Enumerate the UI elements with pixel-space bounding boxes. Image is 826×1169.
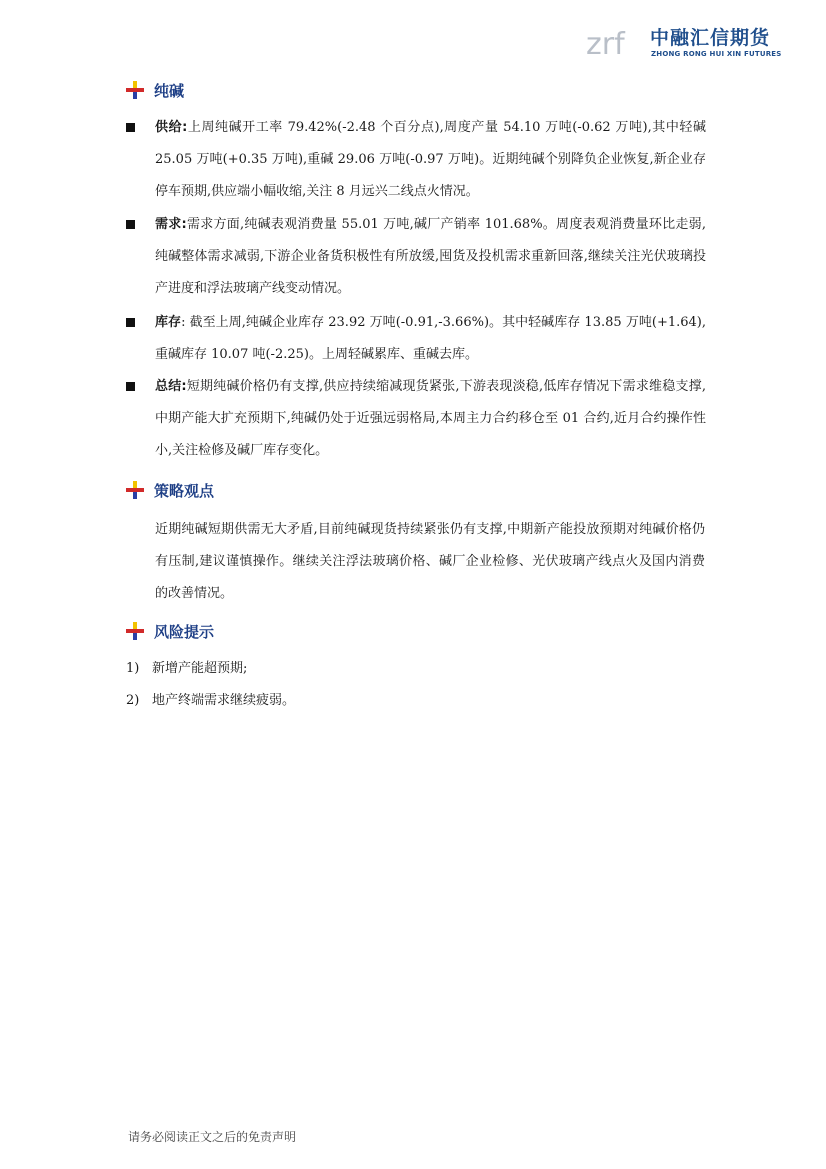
square-bullet-icon (126, 220, 135, 229)
bullet-text: : 截至上周,纯碱企业库存 23.92 万吨(-0.91,-3.66%)。其中轻碱库存 13.85 万吨(+1.64),重碱库存 10.07 吨(-2.25)。上周轻碱累库、重碱去库。 (155, 315, 706, 362)
company-logo (586, 20, 786, 64)
cross-icon (126, 622, 144, 640)
logo-mark-icon (586, 20, 648, 62)
bullet-label: 供给: (155, 120, 188, 135)
risk-number: 1) (126, 661, 140, 676)
disclaimer-note: 请务必阅读正文之后的免责声明 (128, 1130, 297, 1144)
strategy-paragraph: 近期纯碱短期供需无大矛盾,目前纯碱现货持续紧张仍有支撑,中期新产能投放预期对纯碱价格仍有压制,建议谨慎操作。继续关注浮法玻璃价格、碱厂企业检修、光伏玻璃产线点火及国内消费的改善情况。 (155, 522, 705, 601)
bullet-summary (126, 371, 706, 467)
bullet-demand (126, 209, 706, 305)
section-heading-risk (126, 619, 214, 643)
section-title: 风险提示 (154, 622, 215, 641)
bullet-label: 库存 (155, 315, 182, 330)
risk-text: 新增产能超预期; (152, 661, 248, 676)
bullet-label: 总结: (155, 379, 187, 394)
square-bullet-icon (126, 123, 135, 132)
square-bullet-icon (126, 382, 135, 391)
cross-icon (126, 481, 144, 499)
section-heading-soda (126, 78, 184, 102)
square-bullet-icon (126, 318, 135, 327)
logo-mark-text: zrf (586, 27, 625, 62)
cross-icon (126, 81, 144, 99)
risk-number: 2) (126, 693, 140, 708)
section-title: 纯碱 (154, 81, 185, 100)
bullet-text: 上周纯碱开工率 79.42%(-2.48 个百分点),周度产量 54.10 万吨(-0.62 万吨),其中轻碱 25.05 万吨(+0.35 万吨),重碱 29.06 万吨(-0.97 万吨)。近期纯碱个别降负企业恢复,新企业存停车预期,供应端小幅收缩,关注 8 月远兴二线点火情况。 (155, 120, 706, 199)
logo-chinese-name: 中融汇信期货 (650, 27, 771, 49)
bullet-inventory (126, 307, 706, 371)
section-title: 策略观点 (154, 481, 215, 500)
bullet-text: 需求方面,纯碱表观消费量 55.01 万吨,碱厂产销率 101.68%。周度表观消费量环比走弱,纯碱整体需求减弱,下游企业备货积极性有所放缓,囤货及投机需求重新回落,继续关注光伏玻璃投产进度和浮法玻璃产线变动情况。 (155, 217, 706, 296)
risk-text: 地产终端需求继续疲弱。 (152, 693, 296, 708)
risk-item (126, 691, 295, 711)
section-heading-strategy (126, 478, 214, 502)
bullet-text: 短期纯碱价格仍有支撑,供应持续缩减现货紧张,下游表现淡稳,低库存情况下需求维稳支撑,中期产能大扩充预期下,纯碱仍处于近强远弱格局,本周主力合约移仓至 01 合约,近月合约操作性小,关注检修及碱厂库存变化。 (155, 379, 706, 458)
risk-item (126, 659, 247, 679)
bullet-supply (126, 112, 706, 208)
bullet-label: 需求: (155, 217, 187, 232)
logo-english-name: ZHONG RONG HUI XIN FUTURES (651, 50, 782, 58)
